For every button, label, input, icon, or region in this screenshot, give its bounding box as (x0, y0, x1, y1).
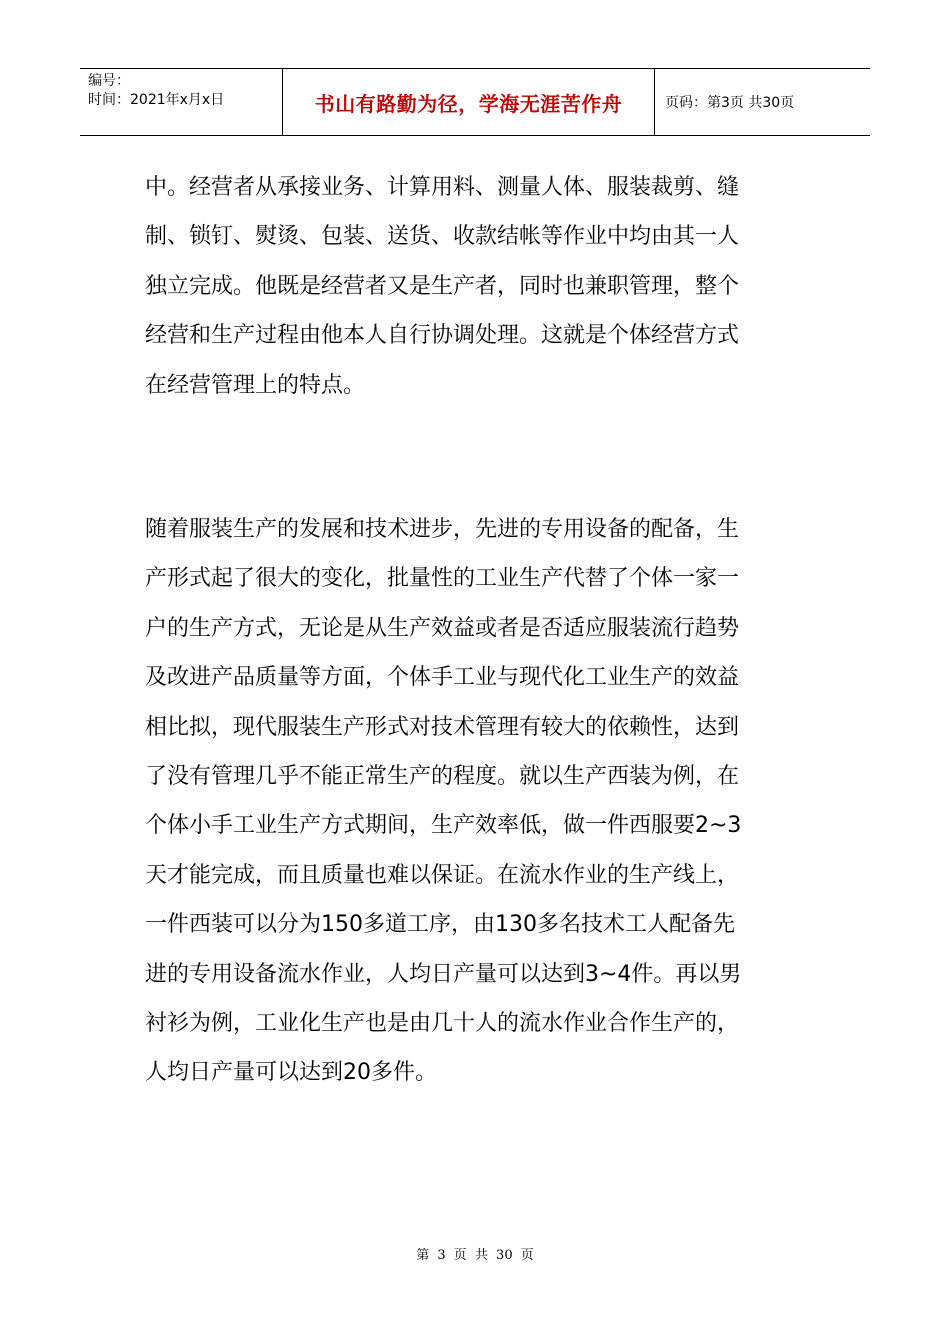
text-line: 产形式起了很大的变化，批量性的工业生产代替了个体一家一 (145, 566, 740, 592)
header-meta-cell (80, 69, 283, 135)
text-line: 了没有管理几乎不能正常生产的程度。就以生产西装为例，在 (145, 764, 740, 790)
page-footer: 第 3 页 共 30 页 (416, 1248, 534, 1263)
text-line: 户的生产方式，无论是从生产效益或者是否适应服装流行趋势 (145, 615, 740, 641)
paragraph-2 (145, 505, 810, 1098)
document-number-label: 编号： (88, 73, 130, 89)
header-motto: 书山有路勤为径，学海无涯苦作舟 (283, 69, 655, 135)
text-line: 独立完成。他既是经营者又是生产者，同时也兼职管理，整个 (145, 273, 740, 299)
text-line: 经营和生产过程由他本人自行协调处理。这就是个体经营方式 (145, 323, 740, 349)
text-line: 进的专用设备流水作业，人均日产量可以达到3~4件。再以男 (145, 961, 742, 987)
text-line: 一件西装可以分为150多道工序，由130多名技术工人配备先 (145, 912, 735, 938)
document-header (80, 68, 870, 136)
text-line: 在经营管理上的特点。 (145, 372, 366, 398)
text-line: 人均日产量可以达到20多件。 (145, 1060, 437, 1086)
text-line: 及改进产品质量等方面，个体手工业与现代化工业生产的效益 (145, 665, 740, 691)
text-line: 中。经营者从承接业务、计算用料、测量人体、服装裁剪、缝 (145, 175, 740, 200)
text-line: 天才能完成，而且质量也难以保证。在流水作业的生产线上， (145, 862, 740, 888)
header-page-info: 页码：第3页 共30页 (665, 95, 795, 111)
text-line: 个体小手工业生产方式期间，生产效率低，做一件西服要2~3 (145, 813, 742, 839)
text-line: 衬衫为例，工业化生产也是由几十人的流水作业合作生产的， (145, 1011, 740, 1037)
text-line: 相比拟，现代服装生产形式对技术管理有较大的依赖性，达到 (145, 714, 740, 740)
text-line: 随着服装生产的发展和技术进步，先进的专用设备的配备，生 (145, 517, 740, 542)
document-time-label: 时间：2021年x月x日 (88, 92, 225, 108)
paragraph-1 (145, 163, 810, 410)
text-line: 制、锁钉、熨烫、包装、送货、收款结帐等作业中均由其一人 (145, 224, 740, 250)
